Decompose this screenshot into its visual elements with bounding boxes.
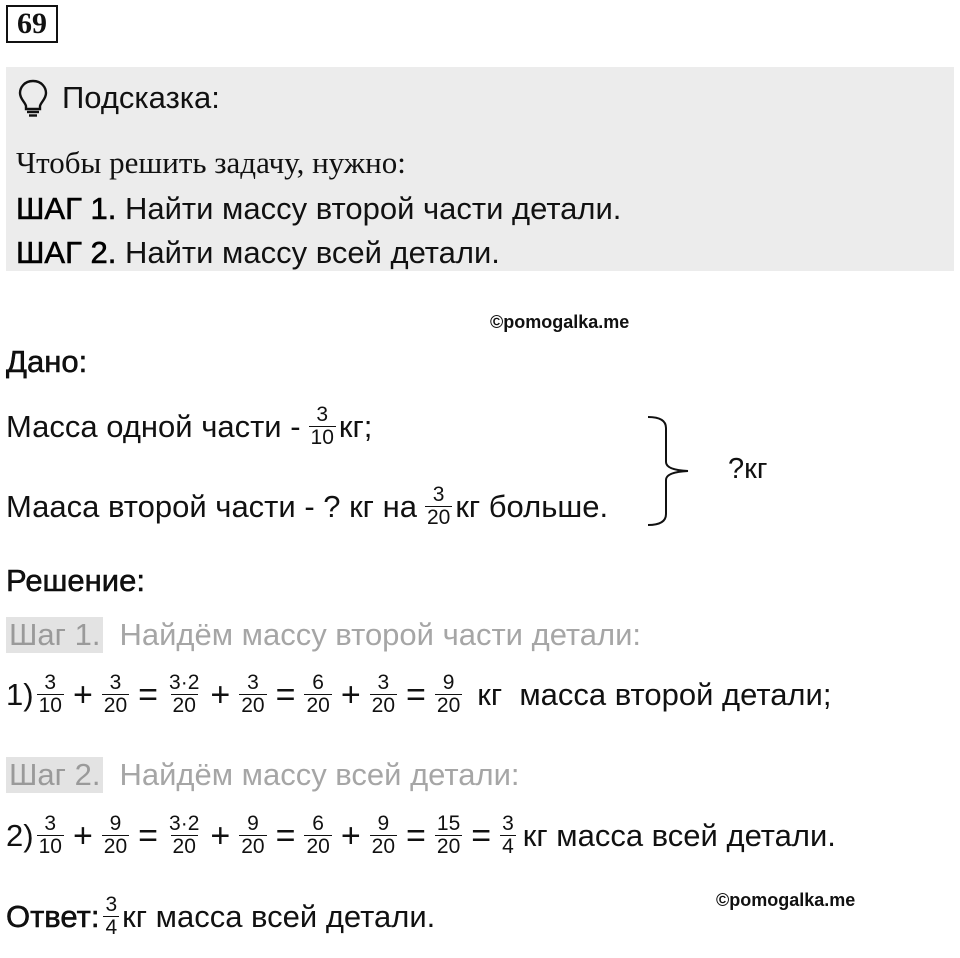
curly-brace-icon [644, 414, 694, 528]
solution-title: Решение: [6, 563, 145, 598]
equation-2 [6, 813, 836, 858]
equals-sign: = [406, 816, 426, 855]
step-2-label: Шаг 2. [6, 757, 103, 793]
equals-sign: = [406, 675, 426, 714]
hint-step-2-text: Найти массу всей детали. [124, 235, 500, 270]
fraction: $\frac{3}{20}$ [371, 671, 396, 717]
given-title: Дано: [6, 344, 88, 379]
equation-2-tail: кг масса всей детали. [522, 817, 836, 853]
plus-sign: + [210, 816, 231, 855]
fraction: $\frac{9}{20}$ [241, 812, 265, 858]
given-line-1-prefix: Масса одной части - [6, 408, 301, 444]
fraction: $\frac{3}{10}$ [38, 812, 62, 858]
fraction: $\frac{15}{20}$ [436, 812, 461, 858]
equation-index: 2) [6, 817, 34, 853]
fraction: $\frac{3}{20}$ [241, 671, 265, 717]
step-1-label: Шаг 1. [6, 617, 103, 653]
plus-sign: + [340, 816, 361, 855]
fraction: $\frac{9}{20}$ [103, 812, 128, 858]
answer [6, 894, 435, 939]
fraction: $\frac{6}{20}$ [306, 812, 330, 858]
plus-sign: + [72, 675, 93, 714]
plus-sign: + [340, 675, 361, 714]
watermark-top: ©pomogalka.me [490, 312, 630, 332]
hint-step-1 [16, 191, 621, 227]
fraction: $\frac{9}{20}$ [371, 812, 396, 858]
given-line-1-suffix: кг; [338, 408, 373, 444]
step-1 [6, 617, 641, 653]
plus-sign: + [210, 675, 231, 714]
given-line-2 [6, 484, 608, 529]
given-line-1 [6, 404, 372, 449]
fraction: $\frac{6}{20}$ [306, 671, 330, 717]
plus-sign: + [72, 816, 93, 855]
given-line-2-prefix: Мааса второй части - ? кг на [6, 488, 417, 524]
lightbulb-icon [16, 78, 50, 118]
answer-label: Ответ: [6, 898, 100, 934]
equation-1 [6, 672, 831, 717]
hint-step-2 [16, 235, 500, 271]
given-line-2-suffix: кг больше. [455, 488, 609, 524]
fraction: $\frac{3}{4}$ [105, 893, 118, 939]
equation-1-tail: кг масса второй детали; [477, 676, 832, 712]
fraction: $\frac{3}{10}$ [38, 671, 62, 717]
step-2-text: Найдём массу всей детали: [119, 757, 520, 792]
fraction: $\frac{3}{20}$ [426, 483, 451, 529]
equals-sign: = [138, 816, 159, 855]
fraction: $\frac{9}{20}$ [436, 671, 461, 717]
hint-intro: Чтобы решить задачу, нужно: [16, 145, 406, 180]
equation-index: 1) [6, 676, 34, 712]
fraction: $\frac{3\cdot 2}{20}$ [169, 671, 200, 717]
step-2 [6, 757, 520, 793]
equals-sign: = [275, 675, 296, 714]
fraction: $\frac{3}{4}$ [502, 812, 514, 858]
equals-sign: = [275, 816, 296, 855]
watermark-bottom: ©pomogalka.me [716, 890, 856, 910]
hint-step-1-text: Найти массу второй части детали. [124, 191, 622, 226]
hint-title: Подсказка: [62, 80, 220, 115]
given-result: ?кг [728, 453, 768, 485]
equals-sign: = [138, 675, 159, 714]
task-number: 69 [6, 5, 58, 43]
equals-sign: = [471, 816, 492, 855]
hint-step-2-label: ШАГ 2. [16, 235, 117, 270]
fraction: $\frac{3}{20}$ [103, 671, 128, 717]
hint-step-1-label: ШАГ 1. [16, 191, 117, 226]
fraction: $\frac{3}{10}$ [310, 403, 334, 449]
step-1-text: Найдём массу второй части детали: [119, 617, 642, 652]
fraction: $\frac{3\cdot 2}{20}$ [169, 812, 200, 858]
answer-text: кг масса всей детали. [122, 898, 436, 934]
